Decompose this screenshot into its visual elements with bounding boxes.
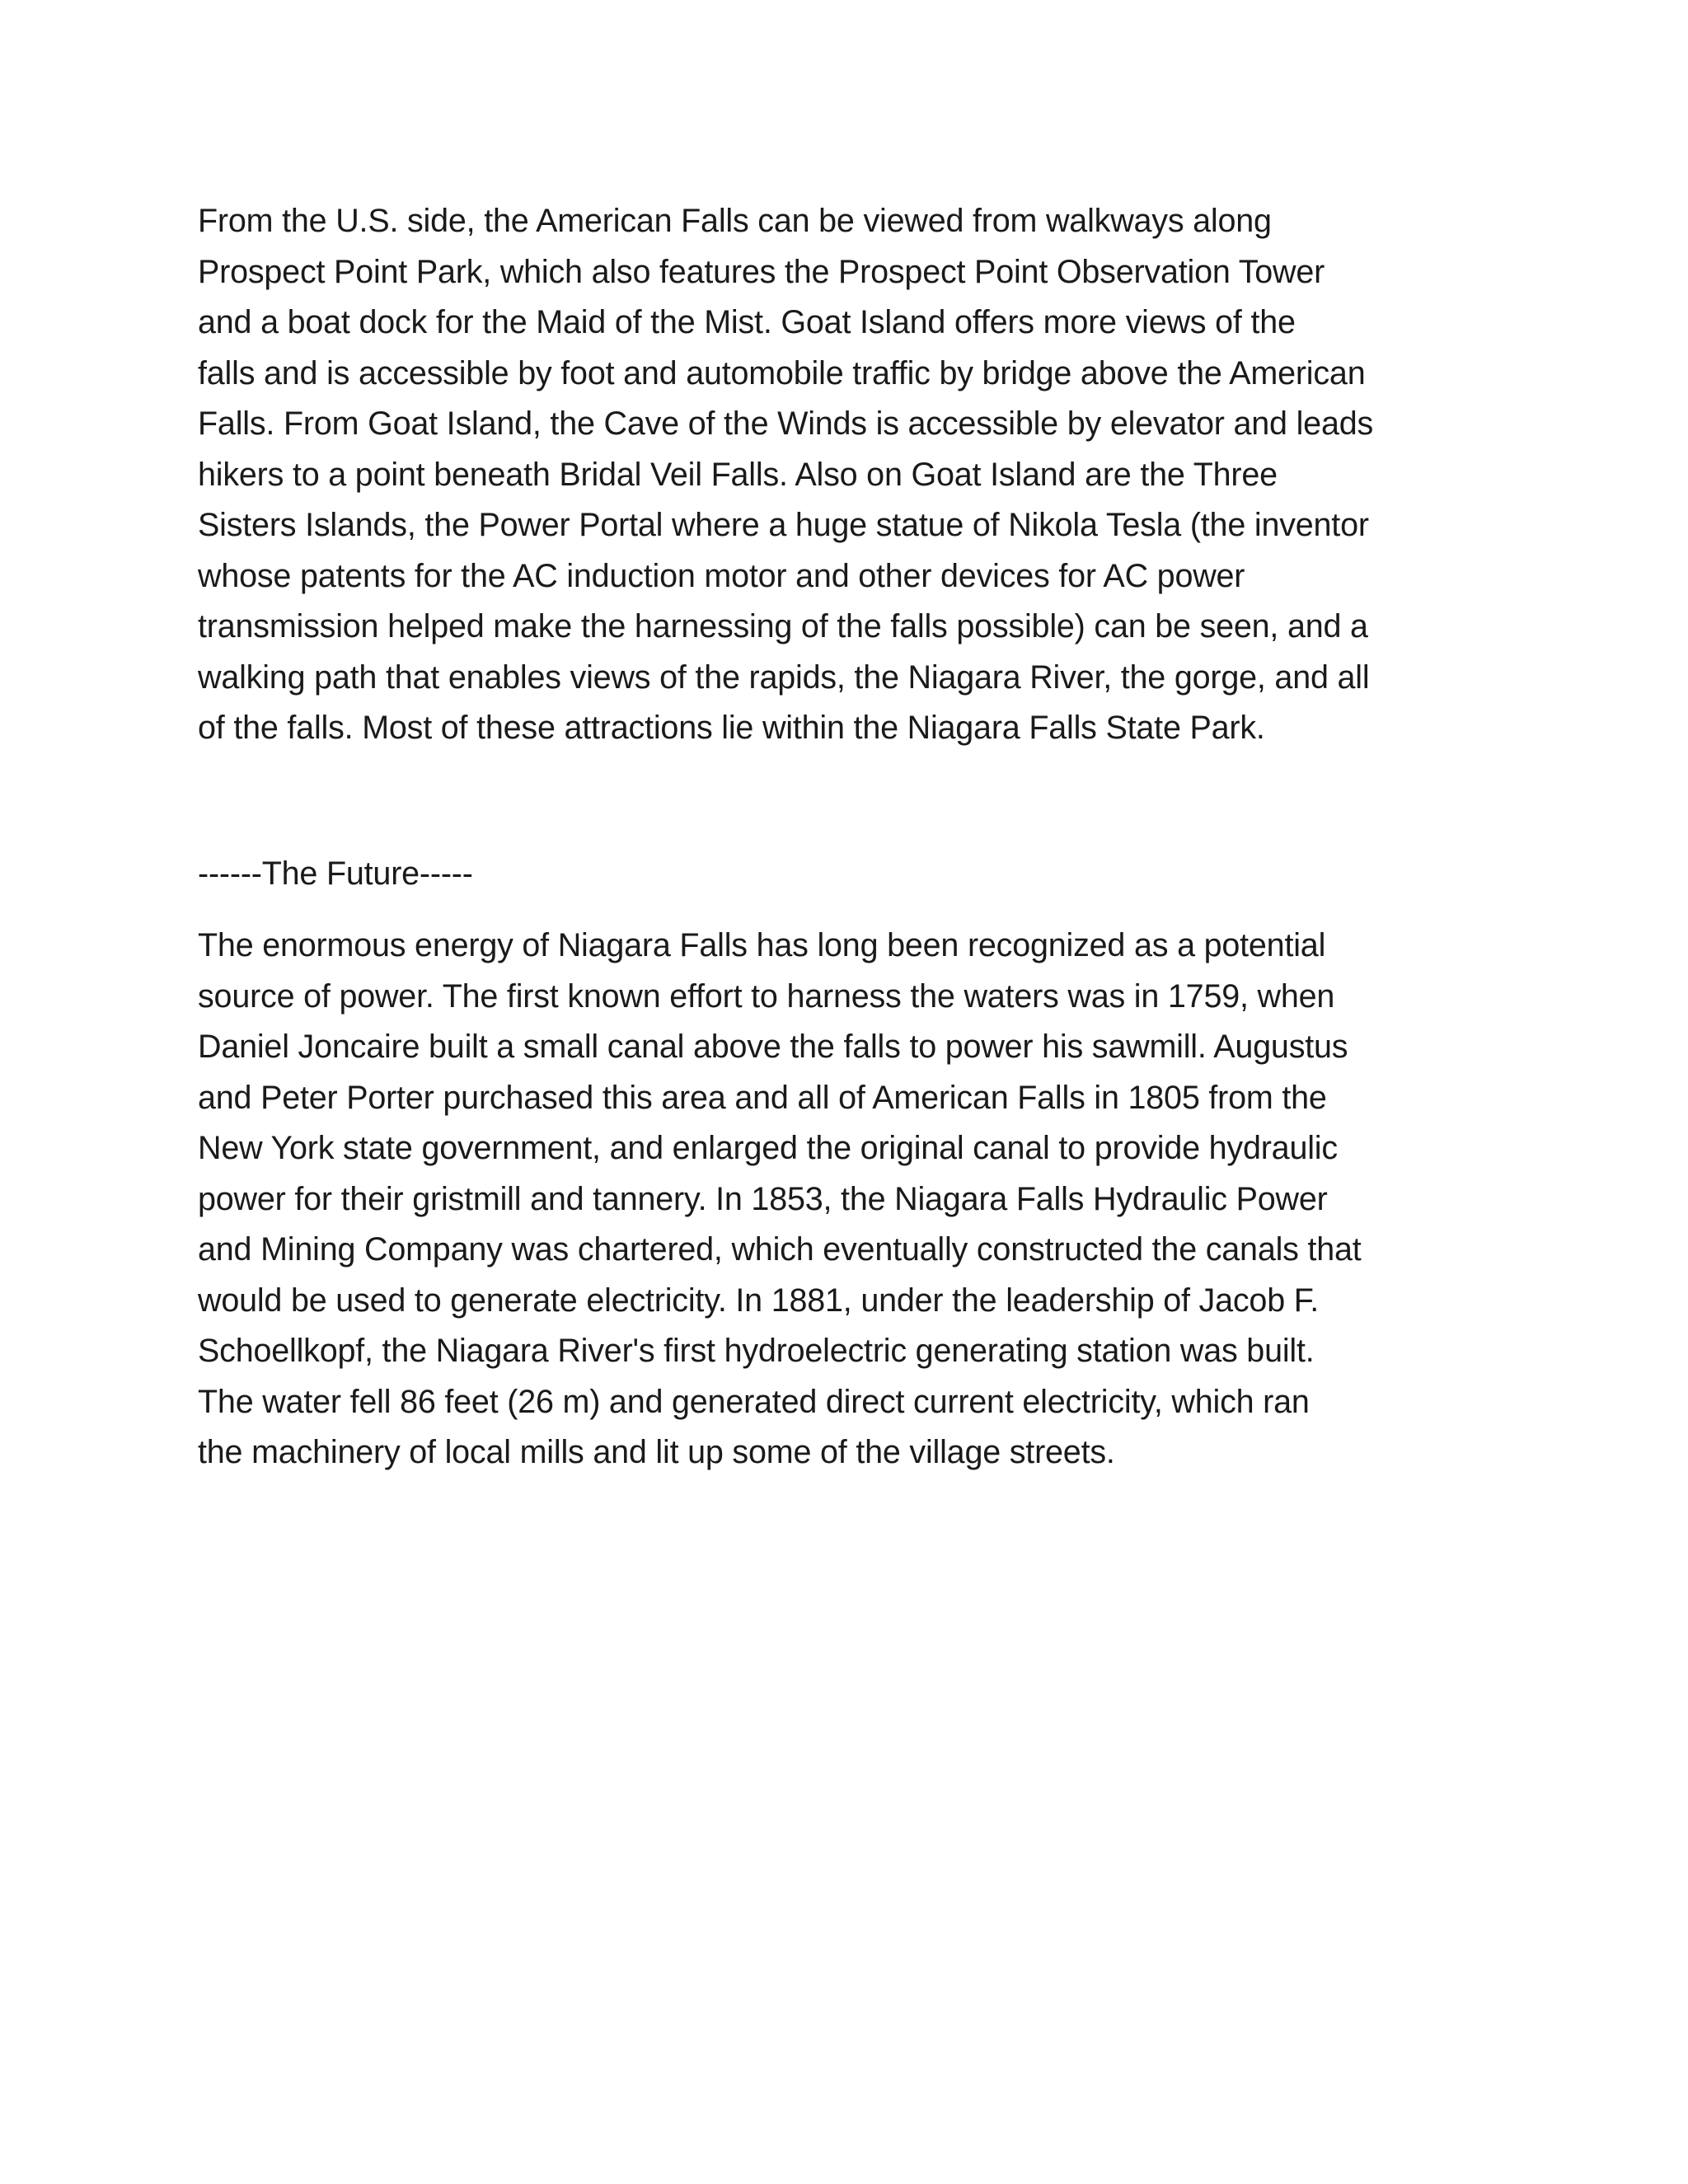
document-body — [198, 196, 1500, 1479]
paragraph-niagara-power-history: The enormous energy of Niagara Falls has long been recognized as a potential source of power. The first known effort to harness the waters was in 1759, when Daniel Joncaire built a small canal above the falls to power his sawmill. Augustus and Peter Porter purchased this area and all of American Falls in 1805 from the New York state government, and enlarged the original canal to provide hydraulic power for their gristmill and tannery. In 1853, the Niagara Falls Hydraulic Power and Mining Company was chartered, which eventually constructed the canals that would be used to generate electricity. In 1881, under the leadership of Jacob F. Schoellkopf, the Niagara River's first hydroelectric generating station was built. The water fell 86 feet (26 m) and generated direct current electricity, which ran the machinery of local mills and lit up some of the village streets. — [198, 927, 1362, 1470]
paragraph-american-falls-views: From the U.S. side, the American Falls can be viewed from walkways along Prospect Point Park, which also features the Prospect Point Observation Tower and a boat dock for the Maid of the Mist. Goat Island offers more views of the falls and is accessible by foot and automobile traffic by bridge above the American Falls. From Goat Island, the Cave of the Winds is accessible by elevator and leads hikers to a point beneath Bridal Veil Falls. Also on Goat Island are the Three Sisters Islands, the Power Portal where a huge statue of Nikola Tesla (the inventor whose patents for the AC induction motor and other devices for AC power transmission helped make the harnessing of the falls possible) can be seen, and a walking path that enables views of the rapids, the Niagara River, the gorge, and all of the falls. Most of these attractions lie within the Niagara Falls State Park. — [198, 203, 1374, 746]
section-heading-the-future: ------The Future----- — [198, 855, 473, 892]
